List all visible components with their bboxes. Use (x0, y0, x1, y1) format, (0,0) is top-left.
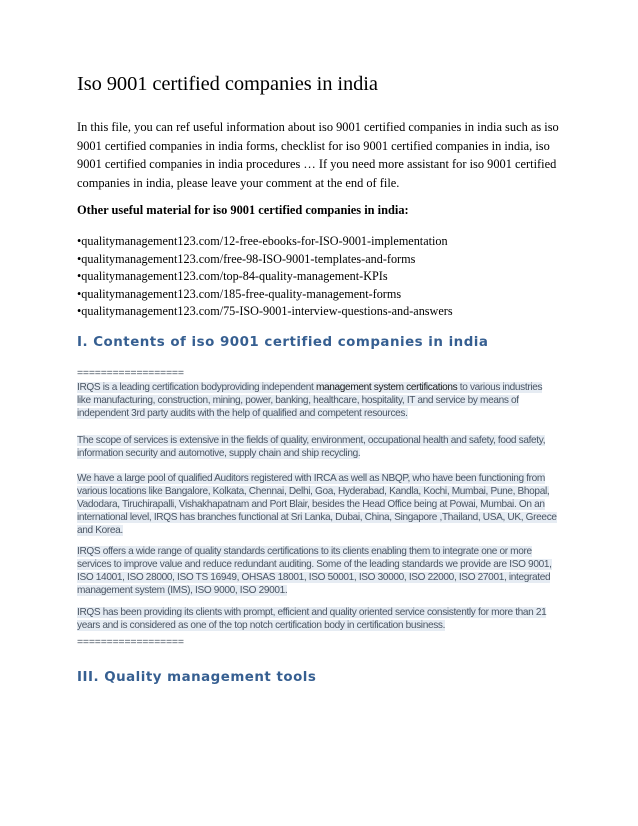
resource-link[interactable]: • qualitymanagement123.com/free-98-ISO-9001-templates-and-forms (77, 251, 453, 269)
paragraph-line (77, 558, 563, 571)
resource-link[interactable]: • qualitymanagement123.com/top-84-quality-management-KPIs (77, 268, 453, 286)
resource-link[interactable]: • qualitymanagement123.com/185-free-quality-management-forms (77, 286, 453, 304)
paragraph-line (77, 584, 563, 597)
line-text: and Korea. (77, 525, 123, 536)
line-text: independent 3rd party audits with the help of qualified and competent resources. (77, 408, 408, 419)
paragraph-line (77, 434, 563, 447)
line-text: IRQS has been providing its clients with prompt, efficient and quality oriented service consistently for more than 21 (77, 607, 547, 618)
line-text: The scope of services is extensive in the fields of quality, environment, occupational health and safety, food safety, (77, 435, 546, 446)
page-title: Iso 9001 certified companies in india (77, 73, 378, 95)
line-text: international level, IRQS has branches functional at Sri Lanka, Dubai, China, Singapore ,Thailand, USA, UK, Greece (77, 512, 557, 523)
section-heading-quality-tools: III. Quality management tools (77, 670, 317, 685)
paragraph-line (77, 606, 563, 619)
line-text: IRQS is a leading certification bodyproviding independent (77, 382, 316, 393)
divider-bottom: ================== (77, 636, 184, 648)
line-text: services to improve value and reduce redundant auditing. Some of the leading standards we provide are ISO 9001, (77, 559, 552, 570)
other-material-heading: Other useful material for iso 9001 certified companies in india: (77, 203, 409, 217)
divider-top: ================== (77, 367, 184, 379)
intro-line: companies in india, please leave your comment at the end of file. (77, 175, 400, 190)
resource-link-list (77, 233, 453, 321)
line-text: We have a large pool of qualified Auditors registered with IRCA as well as NBQP, who have been functioning from (77, 473, 545, 484)
paragraph-line (77, 498, 563, 511)
content-paragraph (77, 381, 563, 420)
line-text-emphasis: management system certifications (315, 382, 458, 393)
paragraph-line (77, 571, 563, 584)
content-paragraph (77, 545, 563, 597)
line-text: ISO 14001, ISO 28000, ISO TS 16949, OHSAS 18001, ISO 50001, ISO 30000, ISO 22000, ISO 27001, integrated (77, 572, 551, 583)
paragraph-line (77, 447, 563, 460)
line-text: information security and automotive, supply chain and ship recycling. (77, 448, 361, 459)
paragraph-line (77, 485, 563, 498)
line-text: to various industries (457, 382, 543, 393)
content-paragraph (77, 606, 563, 632)
intro-line: 9001 certified companies in india procedures … If you need more assistant for iso 9001 certified (77, 157, 557, 172)
paragraph-line (77, 524, 563, 537)
line-text: Vadodara, Tiruchirapalli, Vishakhapatnam and Port Blair, besides the Head Office being at Powai, Mumbai. On an (77, 499, 545, 510)
paragraph-line (77, 619, 563, 632)
resource-link[interactable]: • qualitymanagement123.com/12-free-ebooks-for-ISO-9001-implementation (77, 233, 453, 251)
paragraph-line (77, 381, 563, 394)
paragraph-line (77, 394, 563, 407)
paragraph-line (77, 545, 563, 558)
resource-link[interactable]: • qualitymanagement123.com/75-ISO-9001-interview-questions-and-answers (77, 303, 453, 321)
intro-paragraph (77, 118, 577, 192)
content-paragraph (77, 434, 563, 460)
content-paragraph (77, 472, 563, 537)
paragraph-line (77, 407, 563, 420)
line-text: like manufacturing, construction, mining, power, banking, healthcare, hospitality, IT and service by means of (77, 395, 519, 406)
line-text: IRQS offers a wide range of quality standards certifications to its clients enabling them to integrate one or more (77, 546, 532, 557)
paragraph-line (77, 472, 563, 485)
line-text: management system (IMS), ISO 9000, ISO 29001. (77, 585, 288, 596)
intro-line: In this file, you can ref useful information about iso 9001 certified companies in india such as iso (77, 120, 559, 134)
section-heading-contents: I. Contents of iso 9001 certified companies in india (77, 335, 489, 350)
line-text: years and is considered as one of the top notch certification body in certification business. (77, 620, 446, 631)
intro-line: 9001 certified companies in india forms, checklist for iso 9001 certified companies in india, iso (77, 138, 550, 153)
line-text: various locations like Bangalore, Kolkata, Chennai, Delhi, Goa, Hyderabad, Kandla, Kochi, Mumbai, Pune, Bhopal, (77, 486, 550, 497)
paragraph-line (77, 511, 563, 524)
